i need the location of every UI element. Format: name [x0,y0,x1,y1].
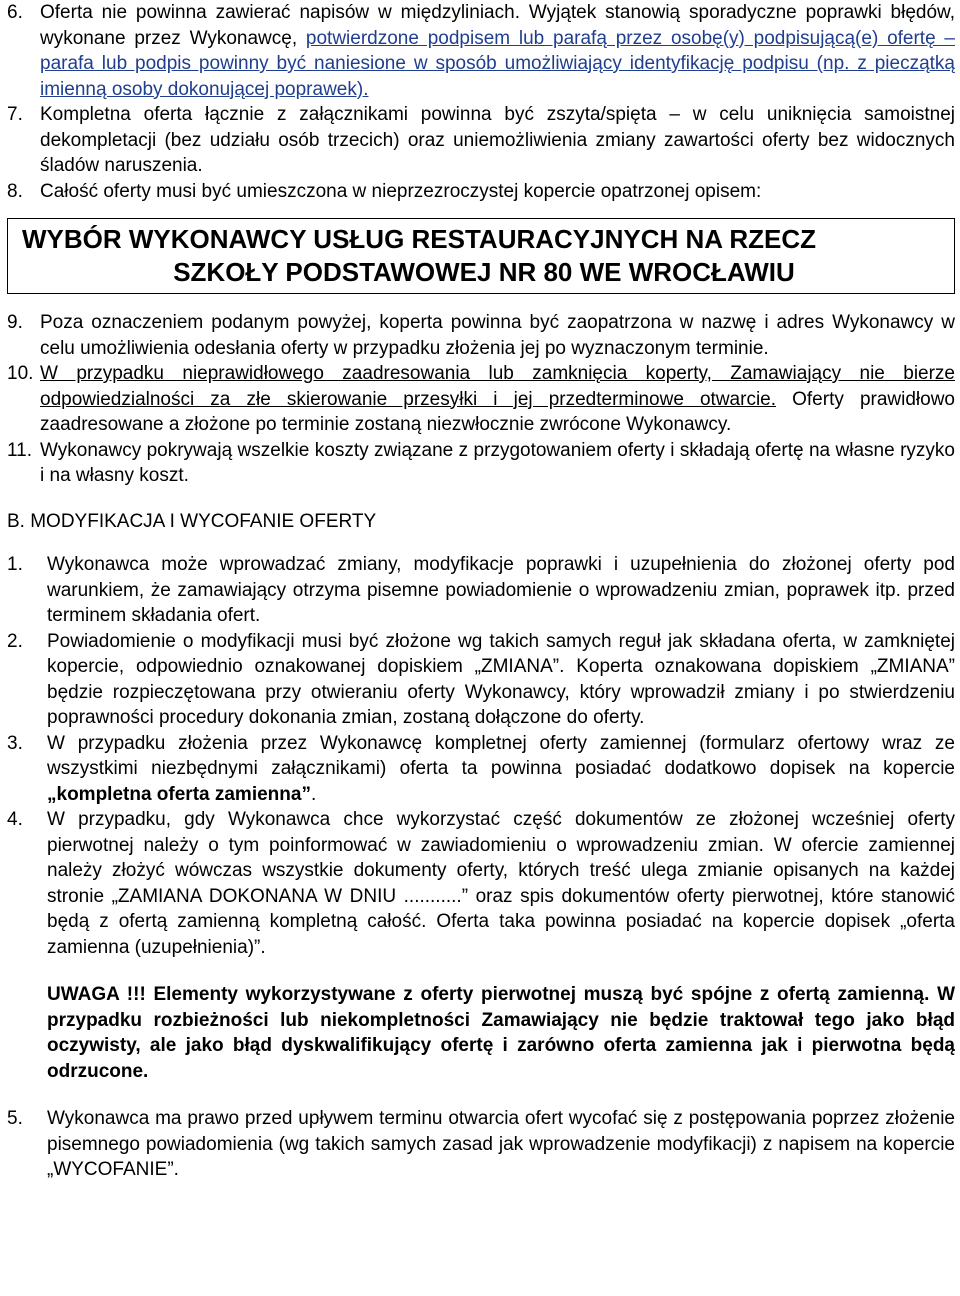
section-heading: B. MODYFIKACJA I WYCOFANIE OFERTY [7,510,377,532]
item-text: Wykonawca ma prawo przed upływem terminu otwarcia ofert wycofać się z postępowania poprzez złożenie pisemnego powiadomienia (wg takich samych zasad jak wprowadzenie modyfikacji) z napisem na kopercie „WYCOFANIE”. [47,1108,955,1180]
item-text: Oferta nie powinna zawierać napisów w międzyliniach. Wyjątek stanowią sporadyczne poprawki błędów, wykonane przez Wykonawcę, [40,2,955,49]
item-text: W przypadku złożenia przez Wykonawcę kompletnej oferty zamiennej (formularz ofertowy wraz ze wszystkimi niezbędnymi załącznikami) oferta ta powinna posiadać dodatkowo dopisek na kopercie [47,732,955,779]
list-item-b3 [7,731,955,808]
item-number: 2. [7,630,23,652]
item-text: . [310,783,317,805]
envelope-label-box [7,218,955,294]
item-text-underlined: W przypadku nieprawidłowego zaadresowania lub zamknięcia koperty, Zamawiający nie bierze odpowiedzialności za złe skierowanie przesyłki i jej przedterminowe otwarcie. [40,363,955,410]
list-item-7 [7,102,955,179]
item-text: Wykonawca może wprowadzać zmiany, modyfikacje poprawki i uzupełnienia do złożonej oferty pod warunkiem, że zamawiający otrzyma pisemne powiadomienie o wprowadzeniu zmian, poprawek itp. przed terminem składania ofert. [47,554,955,626]
warning-note: UWAGA !!! Elementy wykorzystywane z oferty pierwotnej muszą być spójne z ofertą zamienną. W przypadku rozbieżności lub niekompletności Zamawiający nie będzie traktował tego jako błąd oczywisty, ale jako błąd dyskwalifikujący ofertę i zarówno oferta zamienna jak i pierwotna będą odrzucone. [47,984,955,1082]
item-number: 3. [7,732,23,754]
list-item-b5 [7,1106,955,1183]
item-number: 7. [7,104,23,125]
envelope-label-line-1: WYBÓR WYKONAWCY USŁUG RESTAURACYJNYCH NA RZECZ [22,224,816,254]
item-text: Oferty prawidłowo zaadresowane a złożone po terminie zostaną niezwłocznie zwrócone Wykonawcy. [40,388,955,435]
list-item-6 [7,0,955,102]
item-number: 11. [7,439,33,461]
item-number: 1. [7,554,23,575]
item-text: W przypadku, gdy Wykonawca chce wykorzystać część dokumentów ze złożonej wcześniej oferty pierwotnej należy o tym poinformować w zawiadomieniu o wprowadzeniu zmian. W ofercie zamiennej należy złożyć wówczas wszystkie dokumenty oferty, których treść ulega zmianie opisanych na każdej stronie „ZAMIANA DOKONANA W DNIU ...........” oraz spis dokumentów oferty pierwotnej, które stanowić będą z ofertą zamienną kompletną całość. Oferta taka powinna posiadać na kopercie dopisek „oferta zamienna (uzupełnienia)”. [47,809,955,958]
item-text-underlined: potwierdzone podpisem lub parafą przez osobę(y) podpisującą(e) ofertę – parafa lub podpis powinny być naniesione w sposób umożliwiający identyfikację podpisu (np. z pieczątką imienną osoby dokonującej poprawek). [40,27,956,100]
list-item-b2 [7,629,955,731]
item-text: Kompletna oferta łącznie z załącznikami powinna być zszyta/spięta – w celu uniknięcia samoistnej dekompletacji (bez udziału osób trzecich) oraz uniemożliwienia zmiany zawartości oferty bez widocznych śladów naruszenia. [40,104,955,176]
list-item-10 [7,361,955,438]
item-number: 10. [7,363,34,384]
item-text: Poza oznaczeniem podanym powyżej, koperta powinna być zaopatrzona w nazwę i adres Wykonawcy w celu umożliwienia odesłania oferty w przypadku złożenia jej po wyznaczonym terminie. [40,312,955,359]
item-text: Powiadomienie o modyfikacji musi być złożone wg takich samych reguł jak składana oferta, w zamkniętej kopercie, odpowiednio oznakowanej dopiskiem „ZMIANA”. Koperta oznakowana dopiskiem „ZMIANA” będzie rozpieczętowana przy otwieraniu oferty Wykonawcy, który wprowadził zmiany i po stwierdzeniu poprawności procedury dokonania zmian, zostaną dołączone do oferty. [47,630,955,728]
document-page [7,0,955,1183]
item-text-bold: „kompletna oferta zamienna” [47,783,311,805]
list-item-9 [7,310,955,361]
item-number: 9. [7,312,23,333]
list-item-8 [7,179,955,205]
item-number: 8. [7,180,23,202]
list-item-b1 [7,552,955,629]
item-text: Całość oferty musi być umieszczona w nieprzezroczystej kopercie opatrzonej opisem: [40,180,762,202]
envelope-label-line-2: SZKOŁY PODSTAWOWEJ NR 80 WE WROCŁAWIU [173,257,795,287]
item-number: 4. [7,809,23,830]
item-number: 5. [7,1108,23,1129]
item-number: 6. [7,2,23,23]
list-item-b4 [7,807,955,960]
item-text: Wykonawcy pokrywają wszelkie koszty związane z przygotowaniem oferty i składają ofertę na własne ryzyko i na własny koszt. [40,439,955,486]
list-item-11 [7,438,955,489]
